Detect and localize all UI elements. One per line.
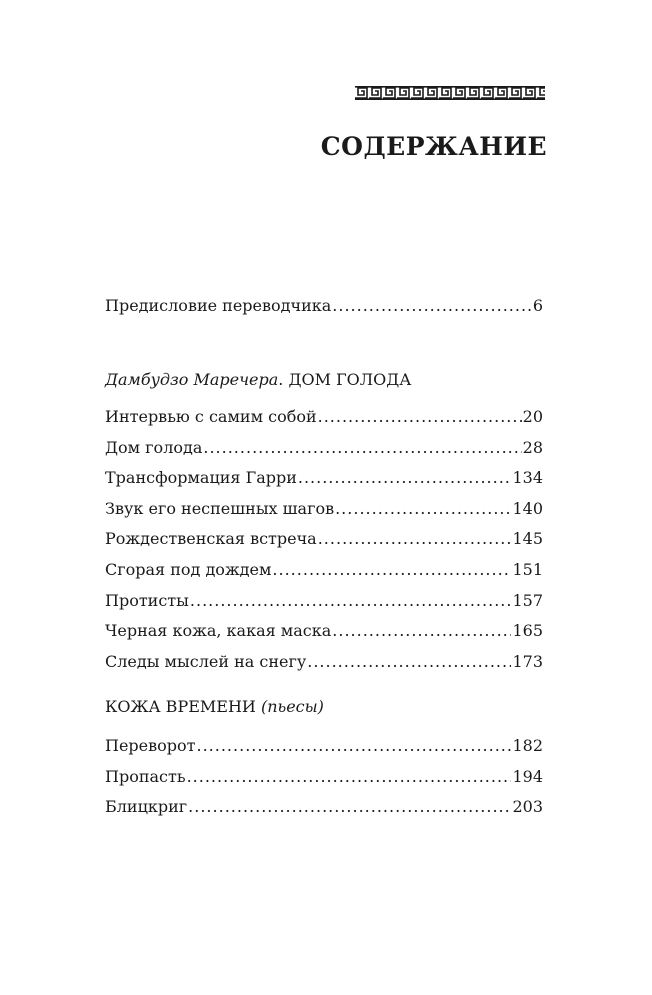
toc-entry-page: 157 [512,590,543,610]
toc-entry-page: 6 [532,296,543,315]
toc-entry-label: Дом голода [105,437,203,457]
toc-entry[interactable] [105,468,543,488]
toc-entry-page: 134 [512,468,543,488]
toc-entry-page: 145 [512,529,543,549]
toc-entry-label: Предисловие переводчика [105,296,332,315]
section-subtitle: (пьесы) [260,697,324,716]
dot-leader [298,468,512,488]
dot-leader [307,652,511,672]
toc-entry-page: 140 [512,498,543,518]
toc-entry-preface[interactable] [105,296,543,316]
dot-leader [203,438,521,458]
dot-leader [197,736,512,756]
greek-key-ornament-icon [355,86,545,100]
toc-entry-page: 194 [512,766,543,786]
dot-leader [332,296,532,316]
toc-entry-label: Рождественская встреча [105,529,317,549]
toc-entry-page: 28 [522,437,543,457]
toc-entry-page: 20 [522,407,543,426]
toc-entry-label: Следы мыслей на снегу [105,651,307,671]
toc-entry-page: 182 [512,736,543,755]
toc-entry[interactable] [105,736,543,756]
toc-entry[interactable] [105,652,543,672]
toc-entry-label: Переворот [105,736,196,755]
section-separator: . [278,370,289,389]
toc-entry-page: 173 [512,651,543,671]
dot-leader [272,560,511,580]
dot-leader [190,591,512,611]
dot-leader [335,499,511,519]
dot-leader [187,767,512,787]
toc-entry-label: Звук его неспешных шагов [105,498,335,518]
toc-entry[interactable] [105,797,543,817]
toc-entry[interactable] [105,621,543,641]
toc-entry-page: 165 [512,621,543,641]
toc-entry-label: Пропасть [105,766,186,786]
toc-entry[interactable] [105,438,543,458]
section-heading-skin-of-time [105,697,324,717]
toc-entry-label: Черная кожа, какая маска [105,621,332,641]
toc-entry-page: 203 [512,797,543,816]
toc-entry[interactable] [105,591,543,611]
page-title: СОДЕРЖАНИЕ [320,132,547,161]
toc-entry-label: Интервью с самим собой [105,407,317,426]
toc-entry[interactable] [105,407,543,427]
toc-entry-label: Трансформация Гарри [105,468,297,488]
toc-entry[interactable] [105,499,543,519]
section-title: КОЖА ВРЕМЕНИ [105,697,256,716]
dot-leader [318,407,522,427]
section-title: ДОМ ГОЛОДА [288,370,412,389]
section-author: Дамбудзо Маречера [105,370,279,389]
toc-entry-page: 151 [512,560,543,579]
toc-entry-label: Протисты [105,590,189,610]
dot-leader [332,621,511,641]
toc-entry-label: Сгорая под дождем [105,560,272,579]
dot-leader [318,529,512,549]
toc-entry[interactable] [105,529,543,549]
section-heading-house-of-hunger [105,370,411,390]
toc-entry-label: Блицкриг [105,797,188,816]
dot-leader [188,797,511,817]
toc-entry[interactable] [105,560,543,580]
toc-entry[interactable] [105,767,543,787]
